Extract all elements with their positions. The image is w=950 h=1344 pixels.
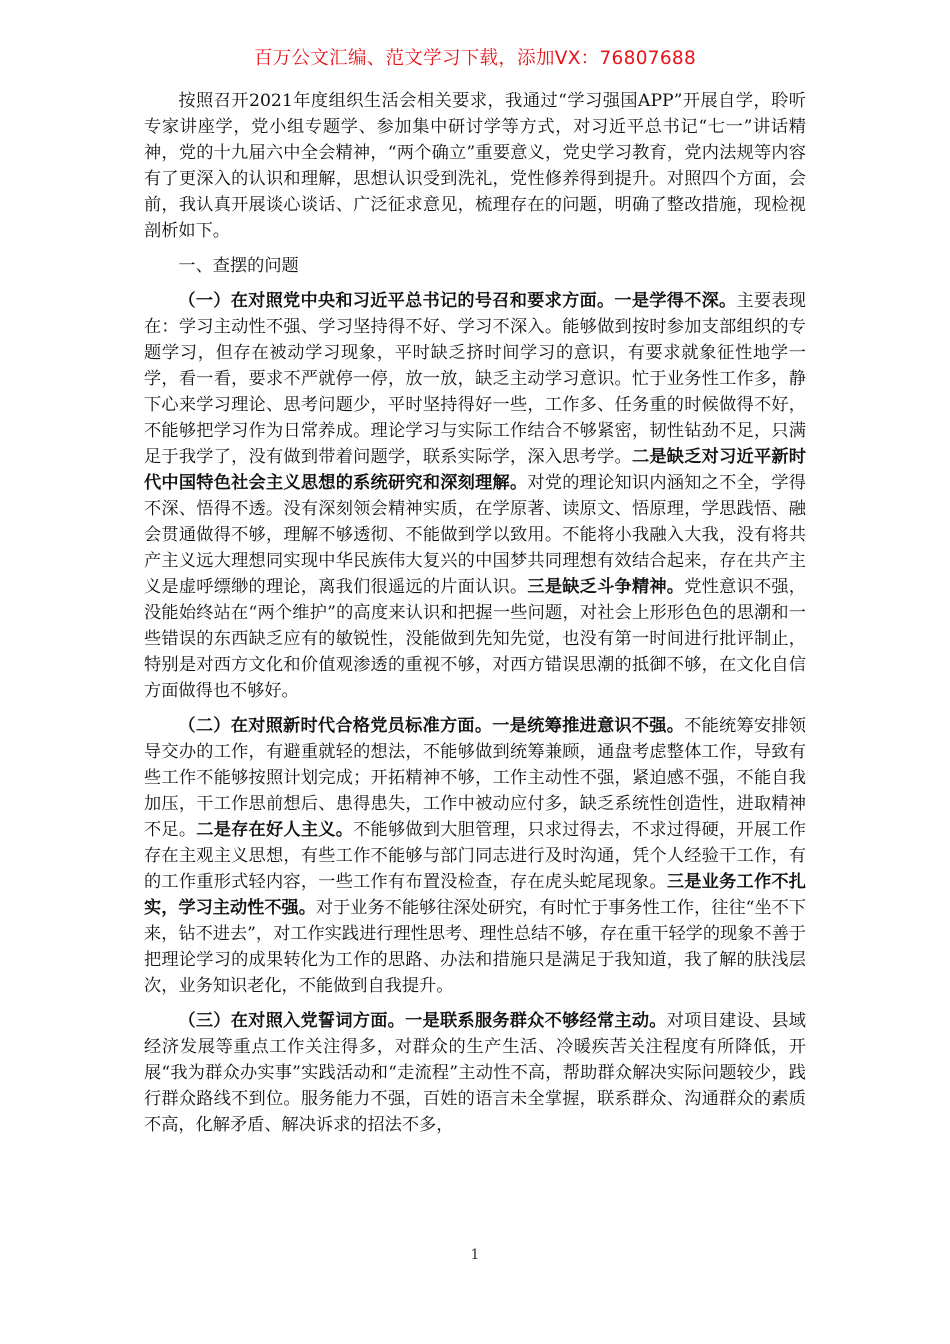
paragraph-1-text: 主要表现在：学习主动性不强、学习坚持得不好、学习不深入。能够做到按时参加支部组织的专题学习，但存在被动学习现象，平时缺乏挤时间学习的意识，有要求就象征性地学一学，看一看，要求不严就停一停，放一放，缺乏主动学习意识。忙于业务性工作多，静下心来学习理论、思考问题少，平时坚持得好一些，工作多、任务重的时候做得不好，不能够把学习作为日常养成。理论学习与实际工作结合不够紧密，韧性钻劲不足，只满足于我学了，没有做到带着问题学，联系实际学，深入思考学。 xyxy=(144,291,806,467)
watermark-header: 百万公文汇编、范文学习下载，添加VX：76807688 xyxy=(253,48,697,69)
paragraph-1 xyxy=(144,288,806,704)
paragraph-3 xyxy=(144,1008,806,1138)
paragraph-2-lead: （二）在对照新时代合格党员标准方面。一是统筹推进意识不强。 xyxy=(178,716,685,736)
paragraph-1-point-2: 二是缺乏对习近平新时代中国特色社会主义思想的系统研究和深刻理解。 xyxy=(144,447,806,493)
paragraph-1-point-3: 三是缺乏斗争精神。 xyxy=(527,577,685,597)
page-number: 1 xyxy=(470,1247,480,1263)
section-heading: 一、查摆的问题 xyxy=(178,256,299,276)
paragraph-3-lead: （三）在对照入党誓词方面。一是联系服务群众不够经常主动。 xyxy=(178,1011,667,1031)
paragraph-2-text-3: 对于业务不能够往深处研究，有时忙于事务性工作，往往“坐不下来，钻不进去”，对工作实践进行理性思考、理性总结不够，存在重干轻学的现象不善于把理论学习的成果转化为工作的思路、办法和措施只是满足于我知道，我了解的肤浅层次，业务知识老化，不能做到自我提升。 xyxy=(144,898,806,996)
paragraph-1-text-2: 对党的理论知识内涵知之不全，学得不深、悟得不透。没有深刻领会精神实质，在学原著、读原文、悟原理，学思践悟、融会贯通做得不够，理解不够透彻、不能做到学以致用。不能将小我融入大我，没有将共产主义远大理想同实现中华民族伟大复兴的中国梦共同理想有效结合起来，存在共产主义是虚呼缥缈的理论，离我们很遥远的片面认识。 xyxy=(144,473,806,597)
paragraph-2-text-2: 不能够做到大胆管理，只求过得去，不求过得硬，开展工作存在主观主义思想，有些工作不能够与部门同志进行及时沟通，凭个人经验干工作，有的工作重形式轻内容，一些工作有布置没检查，存在虎头蛇尾现象。 xyxy=(144,820,806,892)
paragraph-2-text: 不能统筹安排领导交办的工作，有避重就轻的想法，不能够做到统筹兼顾，通盘考虑整体工作，导致有些工作不能够按照计划完成；开拓精神不够，工作主动性不强，紧迫感不强，不能自我加压，干工作思前想后、患得患失，工作中被动应付多，缺乏系统性创造性，进取精神不足。 xyxy=(144,716,806,840)
paragraph-3-text: 对项目建设、县域经济发展等重点工作关注得多，对群众的生产生活、冷暖疾苦关注程度有所降低，开展“我为群众办实事”实践活动和“走流程”主动性不高，帮助群众解决实际问题较少，践行群众路线不到位。服务能力不强，百姓的语言未全掌握，联系群众、沟通群众的素质不高，化解矛盾、解决诉求的招法不多， xyxy=(144,1011,806,1135)
paragraph-2-point-3: 三是业务工作不扎实，学习主动性不强。 xyxy=(144,872,806,918)
paragraph-1-text-3: 党性意识不强，没能始终站在“两个维护”的高度来认识和把握一些问题，对社会上形形色色的思潮和一些错误的东西缺乏应有的敏锐性，没能做到先知先觉，也没有第一时间进行批评制止，特别是对西方文化和价值观渗透的重视不够，对西方错误思潮的抵御不够，在文化自信方面做得也不够好。 xyxy=(144,577,806,701)
paragraph-2 xyxy=(144,713,806,999)
paragraph-1-lead: （一）在对照党中央和习近平总书记的号召和要求方面。一是学得不深。 xyxy=(178,291,737,311)
document-body xyxy=(144,88,806,1147)
intro-paragraph: 按照召开2021年度组织生活会相关要求，我通过“学习强国APP”开展自学，聆听专家讲座学，党小组专题学、参加集中研讨学等方式，对习近平总书记“七一”讲话精神，党的十九届六中全会精神，“两个确立”重要意义，党史学习教育，党内法规等内容有了更深入的认识和理解，思想认识受到洗礼，党性修养得到提升。对照四个方面，会前，我认真开展谈心谈话、广泛征求意见，梳理存在的问题，明确了整改措施，现检视剖析如下。 xyxy=(144,91,806,241)
paragraph-2-point-2: 二是存在好人主义。 xyxy=(196,820,354,840)
